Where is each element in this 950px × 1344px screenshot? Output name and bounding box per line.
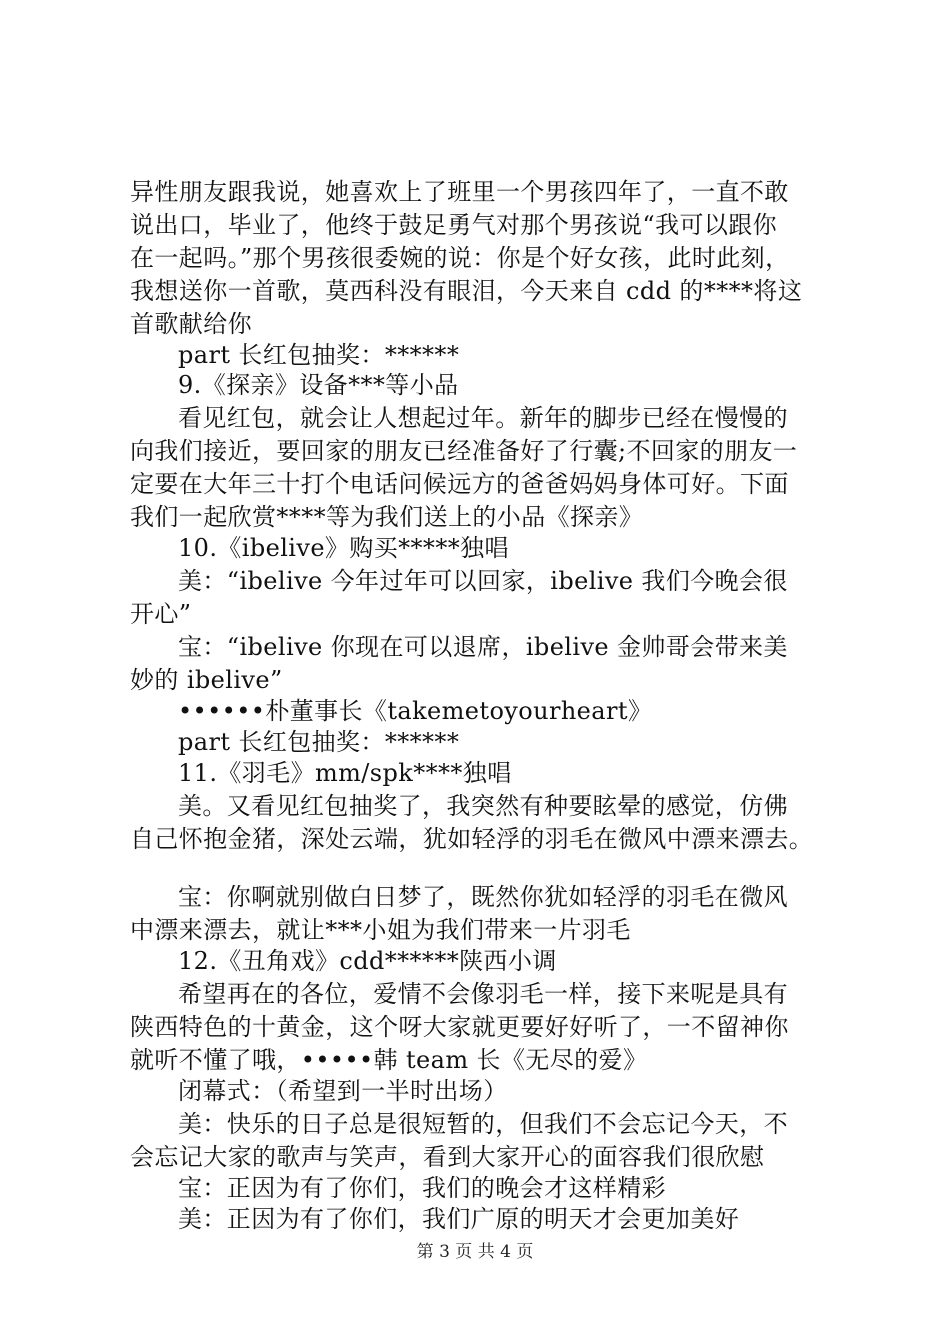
program-item-heading: 11.《羽毛》mm/spk****独唱 — [178, 759, 512, 787]
paragraph-line: 希望再在的各位，爱情不会像羽毛一样，接下来呢是具有 — [178, 980, 788, 1008]
paragraph-line: 宝：你啊就别做白日梦了，既然你犹如轻浮的羽毛在微风 — [178, 883, 788, 911]
paragraph-line: 自己怀抱金猪，深处云端，犹如轻浮的羽毛在微风中漂来漂去。 — [130, 825, 814, 853]
program-item-heading: 12.《丑角戏》cdd******陕西小调 — [178, 947, 557, 975]
paragraph-line: 宝：正因为有了你们，我们的晚会才这样精彩 — [178, 1174, 666, 1202]
paragraph-line: 妙的 ibelive” — [130, 666, 283, 694]
paragraph-line: 美。又看见红包抽奖了，我突然有种要眩晕的感觉，仿佛 — [178, 792, 788, 820]
paragraph-line: 我想送你一首歌，莫西科没有眼泪，今天来自 cdd 的****将这 — [130, 277, 803, 305]
paragraph-line: 美：正因为有了你们，我们广原的明天才会更加美好 — [178, 1205, 740, 1233]
paragraph-line: 首歌献给你 — [130, 310, 252, 338]
paragraph-line: 说出口，毕业了，他终于鼓足勇气对那个男孩说“我可以跟你 — [130, 211, 778, 239]
closing-heading: 闭幕式：（希望到一半时出场） — [178, 1077, 508, 1105]
paragraph-line: 向我们接近，要回家的朋友已经准备好了行囊;不回家的朋友一 — [130, 437, 798, 465]
paragraph-line: 定要在大年三十打个电话问候远方的爸爸妈妈身体可好。下面 — [130, 470, 789, 498]
paragraph-line: 陕西特色的十黄金，这个呀大家就更要好好听了，一不留神你 — [130, 1013, 789, 1041]
paragraph-line: 异性朋友跟我说，她喜欢上了班里一个男孩四年了，一直不敢 — [130, 178, 789, 206]
paragraph-line: 就听不懂了哦，•••••韩 team 长《无尽的爱》 — [130, 1046, 648, 1074]
lottery-line: part 长红包抽奖：****** — [178, 728, 460, 756]
paragraph-line: 中漂来漂去，就让***小姐为我们带来一片羽毛 — [130, 916, 631, 944]
paragraph-line: 在一起吗。”那个男孩很委婉的说：你是个好女孩，此时此刻， — [130, 244, 790, 272]
paragraph-line: 我们一起欣赏****等为我们送上的小品《探亲》 — [130, 503, 644, 531]
program-item-heading: 9.《探亲》设备***等小品 — [178, 371, 459, 399]
paragraph-line: 看见红包，就会让人想起过年。新年的脚步已经在慢慢的 — [178, 404, 788, 432]
program-item-heading: 10.《ibelive》购买*****独唱 — [178, 534, 509, 562]
page-number-footer: 第 3 页 共 4 页 — [416, 1242, 534, 1262]
paragraph-line: 美：“ibelive 今年过年可以回家，ibelive 我们今晚会很 — [178, 567, 788, 595]
paragraph-line: 会忘记大家的歌声与笑声，看到大家开心的面容我们很欣慰 — [130, 1143, 765, 1171]
paragraph-line: 开心” — [130, 600, 192, 628]
paragraph-line: 美：快乐的日子总是很短暂的，但我们不会忘记今天，不 — [178, 1110, 788, 1138]
lottery-line: part 长红包抽奖：****** — [178, 341, 460, 369]
paragraph-line: 宝：“ibelive 你现在可以退席，ibelive 金帅哥会带来美 — [178, 633, 788, 661]
paragraph-line: ••••••朴董事长《takemetoyourheart》 — [178, 697, 653, 725]
